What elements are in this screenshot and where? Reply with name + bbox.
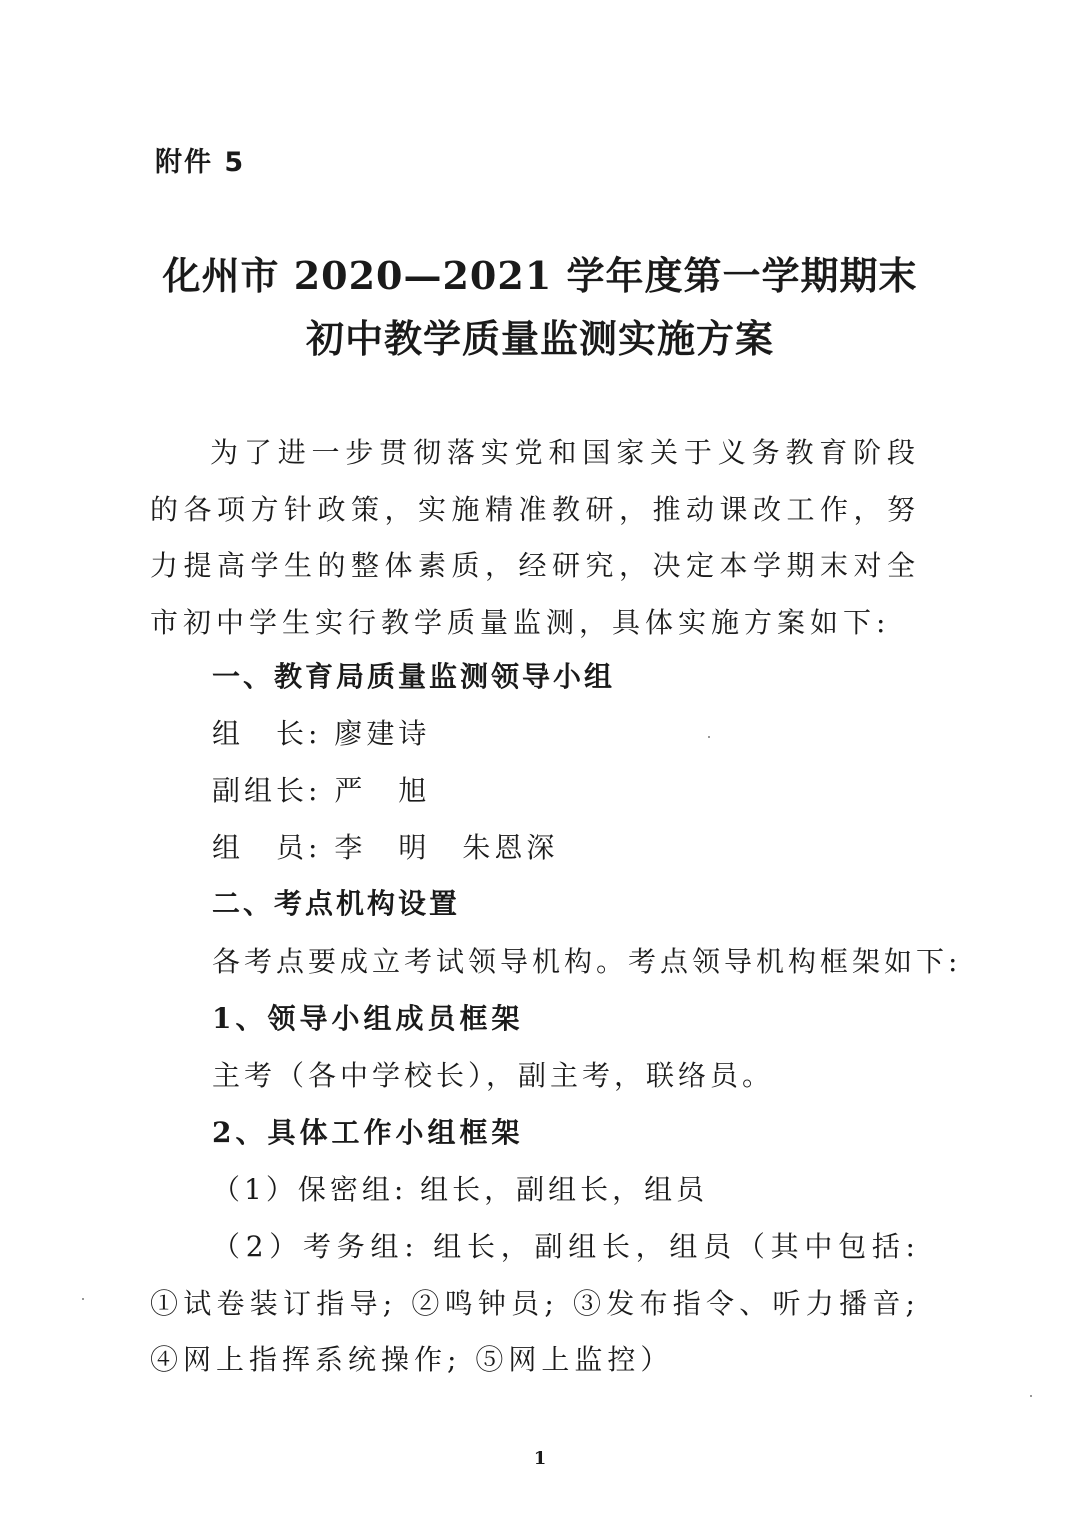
section1-heading: 一、教育局质量监测领导小组 [212, 660, 616, 693]
scan-speck [1030, 1395, 1032, 1397]
document-title-line-2: 初中教学质量监测实施方案 [305, 316, 774, 361]
item-1: （1）保密组: 组长，副组长，组员 [212, 1173, 709, 1206]
section2-intro: 各考点要成立考试领导机构。考点领导机构框架如下: [212, 945, 962, 978]
document-title-line-1: 化州市 2020—2021 学年度第一学期期末 [162, 253, 918, 298]
sub1-text: 主考（各中学校长），副主考，联络员。 [212, 1059, 775, 1092]
scan-speck [708, 736, 710, 738]
item-2: （2）考务组: 组长，副组长，组员（其中包括: ①试卷装订指导; ②鸣钟员; ③发布指令、听力播音; ④网上指挥系统操作; ⑤网上监控） [150, 1230, 920, 1376]
section2-heading: 二、考点机构设置 [212, 887, 461, 920]
deputy-line: 副组长: 严 旭 [212, 774, 431, 807]
page-number: 1 [533, 1448, 547, 1469]
scan-speck [82, 1298, 84, 1300]
leader-line: 组 长: 廖建诗 [212, 717, 431, 750]
members-line: 组 员: 李 明 朱恩深 [212, 831, 559, 864]
sub1-heading: 1、领导小组成员框架 [212, 1002, 524, 1035]
attachment-label: 附件 5 [155, 147, 246, 178]
intro-paragraph: 为了进一步贯彻落实党和国家关于义务教育阶段的各项方针政策，实施精准教研，推动课改工作，努力提高学生的整体素质，经研究，决定本学期末对全市初中学生实行教学质量监测，具体实施方案如下: [150, 436, 920, 639]
sub2-heading: 2、具体工作小组框架 [212, 1116, 524, 1149]
